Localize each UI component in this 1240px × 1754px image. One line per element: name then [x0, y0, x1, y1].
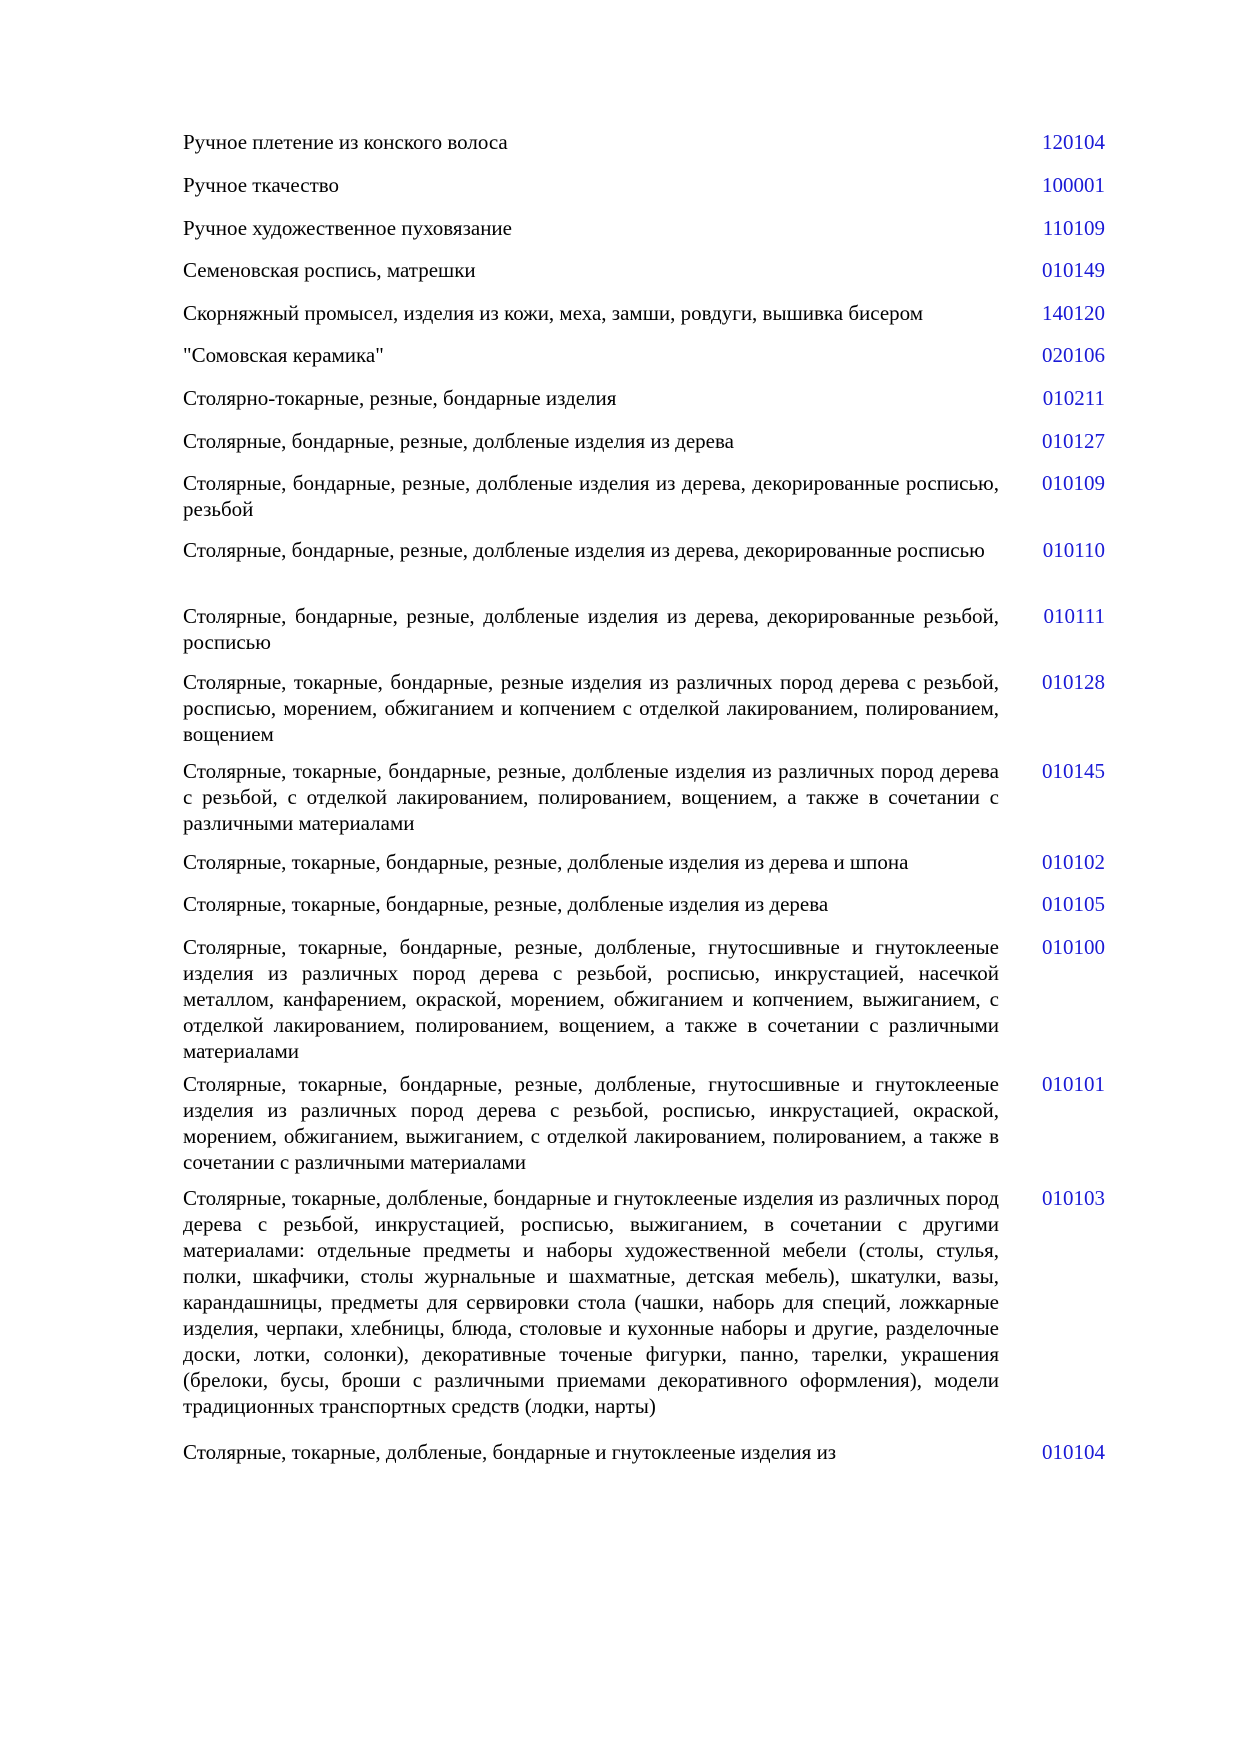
craft-code-link[interactable]: 020106	[1042, 343, 1105, 367]
craft-name: Столярные, токарные, бондарные, резные, долбленые изделия из различных пород дерева с резьбой, с отделкой лакированием, полированием, вощением, а также в сочетании с различными материалами	[183, 759, 999, 835]
craft-code-link[interactable]: 010145	[1042, 759, 1105, 783]
craft-code-link[interactable]: 010128	[1042, 670, 1105, 694]
craft-code-link[interactable]: 140120	[1042, 301, 1105, 325]
craft-name: "Сомовская керамика"	[183, 343, 384, 367]
craft-name: Столярные, бондарные, резные, долбленые изделия из дерева	[183, 429, 734, 453]
craft-code-link[interactable]: 010211	[1042, 386, 1105, 410]
craft-code-link[interactable]: 010111	[1043, 604, 1105, 628]
craft-name: Столярные, бондарные, резные, долбленые изделия из дерева, декорированные росписью	[183, 538, 985, 562]
craft-code-link[interactable]: 010149	[1042, 258, 1105, 282]
craft-code-link[interactable]: 010127	[1042, 429, 1105, 453]
craft-name: Столярные, бондарные, резные, долбленые изделия из дерева, декорированные росписью, резьбой	[183, 471, 999, 521]
craft-code-link[interactable]: 100001	[1042, 173, 1105, 197]
craft-code-link[interactable]: 010109	[1042, 471, 1105, 495]
craft-code-link[interactable]: 120104	[1042, 130, 1105, 154]
craft-name: Столярные, токарные, бондарные, резные, долбленые изделия из дерева и шпона	[183, 850, 909, 874]
craft-name: Скорняжный промысел, изделия из кожи, меха, замши, ровдуги, вышивка бисером	[183, 301, 924, 325]
craft-name: Столярно-токарные, резные, бондарные изделия	[183, 386, 617, 410]
craft-name: Столярные, токарные, долбленые, бондарные и гнутоклееные изделия из	[183, 1440, 837, 1464]
craft-name: Столярные, токарные, бондарные, резные, долбленые изделия из дерева	[183, 892, 829, 916]
craft-name: Столярные, токарные, долбленые, бондарные и гнутоклееные изделия из различных пород дерева с резьбой, инкрустацией, росписью, выжиганием, в сочетании с другими материалами: отдельные предметы и наборы художественной мебели (столы, стулья, полки, шкафчики, столы журнальные и шахматные, детская мебель), шкатулки, вазы, карандашницы, предметы для сервировки стола (чашки, наборь для специй, ложкарные изделия, черпаки, хлебницы, блюда, столовые и кухонные наборы и другие, разделочные доски, лотки, солонки), декоративные точеные фигурки, панно, тарелки, украшения (брелоки, бусы, броши с различными приемами декоративного оформления), модели традиционных транспортных средств (лодки, нарты)	[183, 1186, 999, 1418]
craft-code-link[interactable]: 010110	[1042, 538, 1105, 562]
craft-code-link[interactable]: 010104	[1042, 1440, 1105, 1464]
craft-code-link[interactable]: 010102	[1042, 850, 1105, 874]
craft-code-link[interactable]: 010100	[1042, 935, 1105, 959]
craft-name: Ручное плетение из конского волоса	[183, 130, 508, 154]
craft-name: Столярные, бондарные, резные, долбленые изделия из дерева, декорированные резьбой, росписью	[183, 604, 999, 654]
craft-name: Столярные, токарные, бондарные, резные, долбленые, гнутосшивные и гнутоклееные изделия из различных пород дерева с резьбой, росписью, инкрустацией, насечкой металлом, канфарением, окраской, морением, обжиганием и копчением, выжиганием, с отделкой лакированием, полированием, вощением, а также в сочетании с различными материалами	[183, 935, 999, 1063]
craft-name: Ручное ткачество	[183, 173, 340, 197]
craft-code-link[interactable]: 010101	[1042, 1072, 1105, 1096]
craft-code-link[interactable]: 010103	[1042, 1186, 1105, 1210]
craft-name: Семеновская роспись, матрешки	[183, 258, 476, 282]
craft-name: Ручное художественное пуховязание	[183, 216, 512, 240]
craft-code-link[interactable]: 010105	[1042, 892, 1105, 916]
craft-name: Столярные, токарные, бондарные, резные, долбленые, гнутосшивные и гнутоклееные изделия из различных пород дерева с резьбой, росписью, инкрустацией, окраской, морением, обжиганием, выжиганием, с отделкой лакированием, полированием, а также в сочетании с различными материалами	[183, 1072, 999, 1174]
craft-name: Столярные, токарные, бондарные, резные изделия из различных пород дерева с резьбой, росписью, морением, обжиганием и копчением с отделкой лакированием, полированием, вощением	[183, 670, 999, 746]
craft-code-link[interactable]: 110109	[1042, 216, 1105, 240]
